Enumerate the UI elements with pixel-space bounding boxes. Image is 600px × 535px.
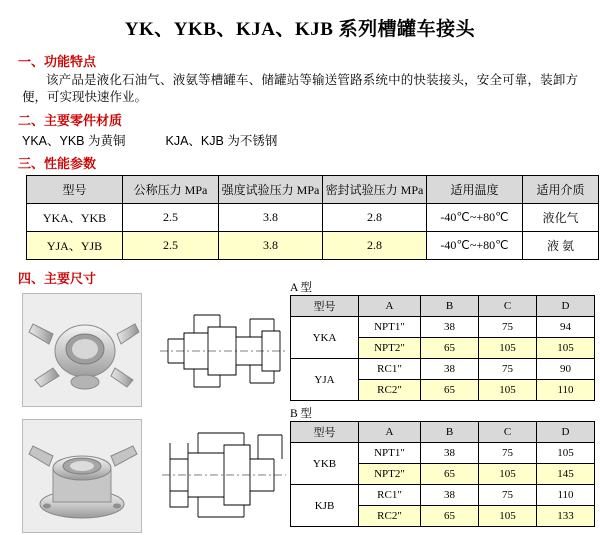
dim-a-r2-c1: RC1" [359,359,421,380]
figure-b-caption: B 型 [290,408,313,420]
dim-b-r2-c3: 75 [479,485,537,506]
dimension-table-b [290,421,595,527]
materials-brass-text: YKA、YKB 为黄铜 [22,134,126,148]
coupling-line-drawing-a-graphic [154,293,294,405]
table-row [291,485,595,506]
materials-line [22,131,600,149]
dim-b-r3-c2: 65 [421,506,479,527]
dim-a-r2-c2: 38 [421,359,479,380]
figure-a-caption: A 型 [290,282,313,294]
perf-r0-c4: -40℃~+80℃ [427,204,523,232]
dim-b-r1-c3: 105 [479,464,537,485]
dim-b-r3-c4: 133 [537,506,595,527]
dim-b-r3-c1: RC2" [359,506,421,527]
figure-row-a [22,282,600,409]
dim-b-r3-c3: 105 [479,506,537,527]
perf-col-5: 适用介质 [523,176,599,204]
table-row [291,443,595,464]
performance-table-header-row [27,176,599,204]
perf-col-4: 适用温度 [427,176,523,204]
dim-b-r2-c2: 38 [421,485,479,506]
dim-b-header-row [291,422,595,443]
dim-a-model-yka: YKA [291,317,359,359]
dim-b-r2-c1: RC1" [359,485,421,506]
dim-b-r0-c3: 75 [479,443,537,464]
dim-a-col-4: D [537,296,595,317]
page-title: YK、YKB、KJA、KJB 系列槽罐车接头 [124,19,476,40]
dim-a-r1-c3: 105 [479,338,537,359]
dim-b-r0-c4: 105 [537,443,595,464]
dim-a-r0-c2: 38 [421,317,479,338]
dim-a-col-0: 型号 [291,296,359,317]
dim-b-col-3: C [479,422,537,443]
dim-b-model-ykb: YKB [291,443,359,485]
perf-r1-c5: 液 氨 [523,232,599,260]
dim-a-r1-c2: 65 [421,338,479,359]
perf-col-1: 公称压力 MPa [123,176,219,204]
dim-b-col-2: B [421,422,479,443]
perf-r1-c4: -40℃~+80℃ [427,232,523,260]
perf-col-0: 型号 [27,176,123,204]
dim-b-col-0: 型号 [291,422,359,443]
dim-a-r1-c4: 105 [537,338,595,359]
figure-row-b [22,408,600,535]
dim-a-model-yja: YJA [291,359,359,401]
dim-b-r2-c4: 110 [537,485,595,506]
dimension-table-a [290,295,595,401]
section-heading-materials: 二、主要零件材质 [18,113,123,128]
perf-r0-c3: 2.8 [323,204,427,232]
materials-stainless-text: KJA、KJB 为不锈钢 [165,134,278,148]
coupling-line-drawing-a [154,293,294,405]
dim-b-model-kjb: KJB [291,485,359,527]
section-heading-dimensions: 四、主要尺寸 [18,271,97,286]
dim-a-col-1: A [359,296,421,317]
dim-b-r0-c1: NPT1" [359,443,421,464]
perf-r1-c2: 3.8 [219,232,323,260]
dim-a-r0-c1: NPT1" [359,317,421,338]
table-row [27,204,599,232]
dim-a-r0-c4: 94 [537,317,595,338]
dim-b-r0-c2: 38 [421,443,479,464]
perf-col-3: 密封试验压力 MPa [323,176,427,204]
dim-a-r0-c3: 75 [479,317,537,338]
performance-table [26,175,599,260]
dim-a-col-3: C [479,296,537,317]
perf-r0-c0: YKA、YKB [27,204,123,232]
dim-a-r2-c3: 75 [479,359,537,380]
dim-a-r3-c3: 105 [479,380,537,401]
dim-b-r1-c4: 145 [537,464,595,485]
section-heading-performance: 三、性能参数 [18,156,97,171]
dim-a-r1-c1: NPT2" [359,338,421,359]
coupling-line-drawing-b [154,419,294,531]
perf-r1-c3: 2.8 [323,232,427,260]
coupling-line-drawing-b-graphic [154,419,294,531]
dim-a-r3-c4: 110 [537,380,595,401]
perf-r0-c1: 2.5 [123,204,219,232]
perf-col-2: 强度试验压力 MPa [219,176,323,204]
perf-r1-c1: 2.5 [123,232,219,260]
dim-b-col-1: A [359,422,421,443]
dim-b-r1-c1: NPT2" [359,464,421,485]
coupling-photo-a [22,293,142,407]
coupling-photo-a-graphic [23,294,141,406]
dim-b-col-4: D [537,422,595,443]
dim-a-r2-c4: 90 [537,359,595,380]
dimensions-area [0,282,600,535]
table-row [27,232,599,260]
perf-r0-c2: 3.8 [219,204,323,232]
table-row [291,317,595,338]
dim-b-r1-c2: 65 [421,464,479,485]
section-heading-features: 一、功能特点 [18,54,97,69]
dim-a-r3-c1: RC2" [359,380,421,401]
table-row [291,359,595,380]
perf-r0-c5: 液化气 [523,204,599,232]
perf-r1-c0: YJA、YJB [27,232,123,260]
dim-a-r3-c2: 65 [421,380,479,401]
flange-coupling-photo-b-graphic [23,420,141,532]
features-paragraph: 该产品是液化石油气、液氨等槽罐车、储罐站等输送管路系统中的快装接头，安全可靠，装卸方便，可实现快速作业。 [22,73,578,104]
dim-a-col-2: B [421,296,479,317]
dim-a-header-row [291,296,595,317]
